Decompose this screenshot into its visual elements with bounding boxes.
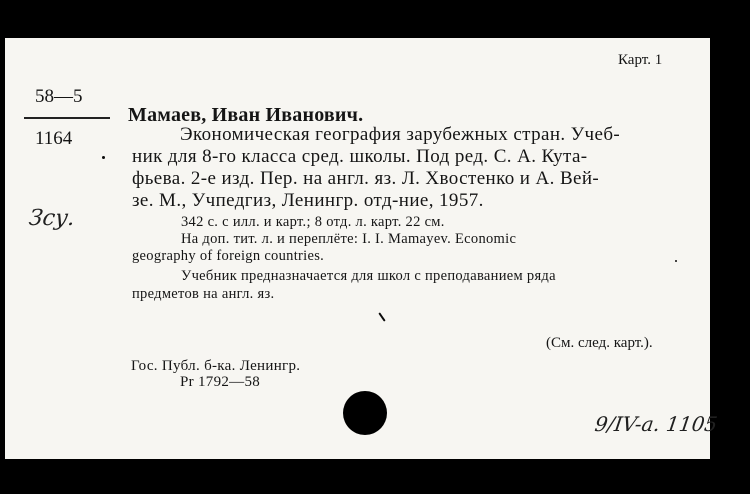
speck-mark [102, 156, 105, 159]
call-number-divider [24, 117, 110, 119]
speck-mark [378, 312, 385, 321]
purpose-line-2: предметов на англ. яз. [132, 286, 275, 302]
title-text: Экономическая география зарубежных стран. Учеб- [180, 124, 621, 145]
note-line-1 [132, 231, 516, 248]
punch-hole [343, 391, 387, 435]
speck-mark [675, 260, 677, 262]
author-heading: Мамаев, Иван Иванович. [128, 104, 364, 126]
call-number-top: 58—5 [35, 86, 83, 107]
collation-line [132, 214, 445, 231]
collation-text: 342 с. с илл. и карт.; 8 отд. л. карт. 22 см. [181, 214, 445, 230]
see-next-card: (См. след. карт.). [546, 335, 653, 351]
note-text: На доп. тит. л. и переплёте: I. I. Mamayev. Economic [181, 231, 517, 247]
title-line-1 [132, 124, 620, 146]
handwritten-annotation-left: Зсу. [27, 206, 77, 231]
purpose-line-1 [132, 268, 556, 285]
title-line-4: зе. М., Учпедгиз, Ленингр. отд-ние, 1957. [132, 190, 484, 211]
call-number-bottom: 1164 [35, 128, 73, 149]
title-line-2: ник для 8-го класса сред. школы. Под ред. С. А. Кута- [132, 146, 588, 167]
card-number: Карт. 1 [618, 52, 663, 68]
record-number: Pr 1792—58 [180, 374, 261, 390]
title-line-3: фьева. 2-е изд. Пер. на англ. яз. Л. Хвостенко и А. Вей- [132, 168, 600, 189]
handwritten-annotation-bottom-right: 9/IV-a. 1105 [593, 412, 719, 436]
note-line-2: geography of foreign countries. [132, 248, 325, 264]
library-name: Гос. Публ. б-ка. Ленингр. [131, 358, 301, 374]
purpose-text: Учебник предназначается для школ с преподаванием ряда [181, 268, 556, 284]
